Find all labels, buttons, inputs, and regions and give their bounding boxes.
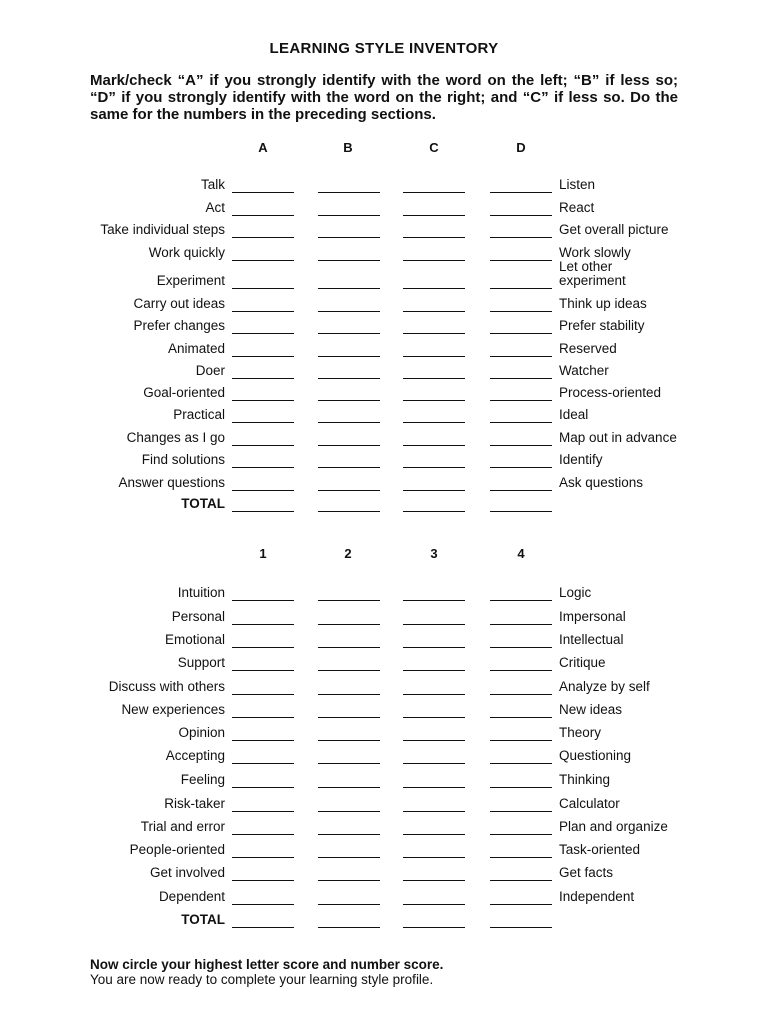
left-descriptor: Doer xyxy=(195,363,225,378)
answer-blank-c[interactable] xyxy=(403,400,465,401)
answer-blank-4[interactable] xyxy=(490,904,552,905)
left-descriptor: Changes as I go xyxy=(126,430,225,445)
left-descriptor: Support xyxy=(177,655,225,670)
right-descriptor: Listen xyxy=(559,177,596,192)
left-descriptor: Find solutions xyxy=(141,452,225,467)
answer-blank-2[interactable] xyxy=(318,670,380,671)
number-section-row xyxy=(0,629,768,651)
right-descriptor: Get facts xyxy=(559,865,614,880)
right-descriptor: Let other experiment xyxy=(559,259,626,288)
letter-section-row xyxy=(0,242,768,264)
letter-section-column-header: C xyxy=(429,140,439,155)
answer-blank-c[interactable] xyxy=(403,237,465,238)
right-descriptor: Reserved xyxy=(559,341,617,356)
answer-blank-b[interactable] xyxy=(318,237,380,238)
answer-blank-2[interactable] xyxy=(318,600,380,601)
answer-blank-a[interactable] xyxy=(232,445,294,446)
answer-blank-a[interactable] xyxy=(232,378,294,379)
right-descriptor: Watcher xyxy=(559,363,609,378)
left-descriptor: Practical xyxy=(173,407,225,422)
answer-blank-c[interactable] xyxy=(403,422,465,423)
answer-blank-d[interactable] xyxy=(490,237,552,238)
answer-blank-a[interactable] xyxy=(232,192,294,193)
answer-blank-b[interactable] xyxy=(318,260,380,261)
answer-blank-c[interactable] xyxy=(403,333,465,334)
answer-blank-a[interactable] xyxy=(232,215,294,216)
left-descriptor: Trial and error xyxy=(140,819,225,834)
instructions-text: Mark/check “A” if you strongly identify with the word on the left; “B” if less so; “D” if you strongly identify with the word on the right; and “C” if less so. Do the same for the numbers in the preceding sections. xyxy=(90,72,678,123)
answer-blank-2[interactable] xyxy=(318,787,380,788)
answer-blank-4[interactable] xyxy=(490,624,552,625)
answer-blank-3[interactable] xyxy=(403,670,465,671)
number-section-row xyxy=(0,839,768,861)
answer-blank-b[interactable] xyxy=(318,356,380,357)
answer-blank-2[interactable] xyxy=(318,694,380,695)
answer-blank-b[interactable] xyxy=(318,378,380,379)
answer-blank-a[interactable] xyxy=(232,356,294,357)
answer-blank-1[interactable] xyxy=(232,904,294,905)
answer-blank-4[interactable] xyxy=(490,834,552,835)
number-section-row xyxy=(0,816,768,838)
answer-blank-c[interactable] xyxy=(403,445,465,446)
right-descriptor: Ask questions xyxy=(559,475,644,490)
answer-blank-d[interactable] xyxy=(490,260,552,261)
answer-blank-d[interactable] xyxy=(490,311,552,312)
right-descriptor: Theory xyxy=(559,725,602,740)
right-descriptor: Prefer stability xyxy=(559,318,645,333)
answer-blank-1[interactable] xyxy=(232,857,294,858)
answer-blank-3[interactable] xyxy=(403,787,465,788)
answer-blank-c[interactable] xyxy=(403,378,465,379)
left-descriptor: Animated xyxy=(167,341,225,356)
answer-blank-c[interactable] xyxy=(403,260,465,261)
answer-blank-3[interactable] xyxy=(403,740,465,741)
answer-blank-d[interactable] xyxy=(490,288,552,289)
answer-blank-c[interactable] xyxy=(403,215,465,216)
answer-blank-1[interactable] xyxy=(232,811,294,812)
answer-blank-4[interactable] xyxy=(490,600,552,601)
right-descriptor: Intellectual xyxy=(559,632,624,647)
answer-blank-b[interactable] xyxy=(318,333,380,334)
answer-blank-4[interactable] xyxy=(490,763,552,764)
answer-blank-3[interactable] xyxy=(403,717,465,718)
right-descriptor: Analyze by self xyxy=(559,679,650,694)
letter-section-column-header: D xyxy=(516,140,526,155)
answer-blank-a[interactable] xyxy=(232,490,294,491)
answer-blank-d[interactable] xyxy=(490,192,552,193)
answer-blank-b[interactable] xyxy=(318,467,380,468)
left-descriptor: Accepting xyxy=(165,748,225,763)
answer-blank-c[interactable] xyxy=(403,311,465,312)
answer-blank-a[interactable] xyxy=(232,333,294,334)
letter-section-total-row xyxy=(0,493,768,515)
left-descriptor: Prefer changes xyxy=(133,318,225,333)
answer-blank-c[interactable] xyxy=(403,356,465,357)
answer-blank-1[interactable] xyxy=(232,624,294,625)
total-blank-b[interactable] xyxy=(318,511,380,512)
letter-section-row xyxy=(0,174,768,196)
number-section-row xyxy=(0,606,768,628)
answer-blank-3[interactable] xyxy=(403,834,465,835)
right-descriptor: New ideas xyxy=(559,702,623,717)
page-title: LEARNING STYLE INVENTORY xyxy=(269,40,499,57)
answer-blank-2[interactable] xyxy=(318,717,380,718)
answer-blank-2[interactable] xyxy=(318,647,380,648)
answer-blank-1[interactable] xyxy=(232,717,294,718)
answer-blank-b[interactable] xyxy=(318,311,380,312)
number-section-row xyxy=(0,676,768,698)
left-descriptor: Answer questions xyxy=(118,475,225,490)
right-descriptor: Logic xyxy=(559,585,592,600)
left-descriptor: People-oriented xyxy=(129,842,225,857)
left-descriptor: Feeling xyxy=(180,772,225,787)
answer-blank-4[interactable] xyxy=(490,647,552,648)
left-descriptor: Opinion xyxy=(178,725,225,740)
answer-blank-4[interactable] xyxy=(490,717,552,718)
letter-section-row xyxy=(0,449,768,471)
left-descriptor: Intuition xyxy=(177,585,225,600)
letter-section-row xyxy=(0,472,768,494)
answer-blank-1[interactable] xyxy=(232,763,294,764)
letter-section-row xyxy=(0,219,768,241)
answer-blank-4[interactable] xyxy=(490,811,552,812)
answer-blank-c[interactable] xyxy=(403,288,465,289)
right-descriptor: Ideal xyxy=(559,407,589,422)
right-descriptor: Process-oriented xyxy=(559,385,662,400)
right-descriptor: Questioning xyxy=(559,748,632,763)
right-descriptor: Independent xyxy=(559,889,635,904)
left-descriptor: Discuss with others xyxy=(108,679,225,694)
right-descriptor: Critique xyxy=(559,655,606,670)
answer-blank-c[interactable] xyxy=(403,192,465,193)
letter-section-row xyxy=(0,197,768,219)
left-descriptor: Experiment xyxy=(156,273,225,288)
left-descriptor: Emotional xyxy=(164,632,225,647)
answer-blank-3[interactable] xyxy=(403,763,465,764)
answer-blank-2[interactable] xyxy=(318,904,380,905)
answer-blank-a[interactable] xyxy=(232,288,294,289)
number-section-column-header: 2 xyxy=(344,546,352,561)
letter-section-row xyxy=(0,259,768,292)
answer-blank-a[interactable] xyxy=(232,237,294,238)
answer-blank-4[interactable] xyxy=(490,740,552,741)
answer-blank-d[interactable] xyxy=(490,422,552,423)
answer-blank-b[interactable] xyxy=(318,445,380,446)
left-descriptor: Work quickly xyxy=(148,245,225,260)
footer xyxy=(90,957,443,987)
left-descriptor: Personal xyxy=(171,609,225,624)
answer-blank-1[interactable] xyxy=(232,694,294,695)
answer-blank-4[interactable] xyxy=(490,670,552,671)
right-descriptor: Work slowly xyxy=(559,245,631,260)
letter-section-row xyxy=(0,293,768,315)
number-section-row xyxy=(0,745,768,767)
letter-section-row xyxy=(0,382,768,404)
letter-section-row xyxy=(0,404,768,426)
number-section-column-header: 1 xyxy=(259,546,267,561)
left-descriptor: Get involved xyxy=(149,865,225,880)
right-descriptor: Get overall picture xyxy=(559,222,669,237)
number-section-row xyxy=(0,582,768,604)
number-section-total-row xyxy=(0,909,768,931)
answer-blank-1[interactable] xyxy=(232,787,294,788)
answer-blank-d[interactable] xyxy=(490,490,552,491)
answer-blank-2[interactable] xyxy=(318,763,380,764)
answer-blank-2[interactable] xyxy=(318,880,380,881)
total-blank-3[interactable] xyxy=(403,927,465,928)
answer-blank-a[interactable] xyxy=(232,311,294,312)
answer-blank-1[interactable] xyxy=(232,670,294,671)
number-section-row xyxy=(0,652,768,674)
answer-blank-2[interactable] xyxy=(318,834,380,835)
number-section-row xyxy=(0,699,768,721)
answer-blank-c[interactable] xyxy=(403,490,465,491)
total-blank-2[interactable] xyxy=(318,927,380,928)
answer-blank-3[interactable] xyxy=(403,880,465,881)
answer-blank-1[interactable] xyxy=(232,834,294,835)
right-descriptor: Think up ideas xyxy=(559,296,647,311)
answer-blank-b[interactable] xyxy=(318,192,380,193)
left-descriptor: Risk-taker xyxy=(164,796,225,811)
right-descriptor: Impersonal xyxy=(559,609,626,624)
total-label: TOTAL xyxy=(181,912,225,927)
number-section-column-header: 3 xyxy=(430,546,438,561)
answer-blank-d[interactable] xyxy=(490,445,552,446)
answer-blank-3[interactable] xyxy=(403,694,465,695)
answer-blank-3[interactable] xyxy=(403,624,465,625)
answer-blank-b[interactable] xyxy=(318,400,380,401)
answer-blank-1[interactable] xyxy=(232,647,294,648)
left-descriptor: Dependent xyxy=(158,889,225,904)
answer-blank-a[interactable] xyxy=(232,422,294,423)
right-descriptor: React xyxy=(559,200,595,215)
left-descriptor: New experiences xyxy=(121,702,225,717)
answer-blank-3[interactable] xyxy=(403,857,465,858)
answer-blank-a[interactable] xyxy=(232,400,294,401)
letter-section-row xyxy=(0,315,768,337)
answer-blank-d[interactable] xyxy=(490,378,552,379)
answer-blank-2[interactable] xyxy=(318,740,380,741)
answer-blank-4[interactable] xyxy=(490,857,552,858)
number-section-row xyxy=(0,862,768,884)
letter-section-row xyxy=(0,427,768,449)
answer-blank-a[interactable] xyxy=(232,467,294,468)
right-descriptor: Identify xyxy=(559,452,603,467)
answer-blank-3[interactable] xyxy=(403,904,465,905)
total-label: TOTAL xyxy=(181,496,225,511)
total-blank-a[interactable] xyxy=(232,511,294,512)
answer-blank-3[interactable] xyxy=(403,811,465,812)
footer-note: You are now ready to complete your learning style profile. xyxy=(90,972,434,987)
answer-blank-4[interactable] xyxy=(490,880,552,881)
answer-blank-2[interactable] xyxy=(318,811,380,812)
right-descriptor: Task-oriented xyxy=(559,842,641,857)
total-blank-4[interactable] xyxy=(490,927,552,928)
letter-section-row xyxy=(0,360,768,382)
letter-section-column-header: A xyxy=(258,140,268,155)
number-section-row xyxy=(0,886,768,908)
number-section-row xyxy=(0,769,768,791)
number-section-row xyxy=(0,722,768,744)
left-descriptor: Talk xyxy=(200,177,225,192)
answer-blank-3[interactable] xyxy=(403,647,465,648)
answer-blank-4[interactable] xyxy=(490,787,552,788)
number-section-row xyxy=(0,793,768,815)
left-descriptor: Take individual steps xyxy=(100,222,225,237)
answer-blank-1[interactable] xyxy=(232,880,294,881)
right-descriptor: Plan and organize xyxy=(559,819,668,834)
answer-blank-d[interactable] xyxy=(490,400,552,401)
letter-section-row xyxy=(0,338,768,360)
right-descriptor: Map out in advance xyxy=(559,430,677,445)
right-descriptor: Calculator xyxy=(559,796,620,811)
answer-blank-a[interactable] xyxy=(232,260,294,261)
answer-blank-d[interactable] xyxy=(490,215,552,216)
answer-blank-c[interactable] xyxy=(403,467,465,468)
letter-section-column-header: B xyxy=(343,140,353,155)
left-descriptor: Act xyxy=(205,200,225,215)
answer-blank-4[interactable] xyxy=(490,694,552,695)
total-blank-1[interactable] xyxy=(232,927,294,928)
answer-blank-3[interactable] xyxy=(403,600,465,601)
answer-blank-b[interactable] xyxy=(318,490,380,491)
left-descriptor: Carry out ideas xyxy=(133,296,225,311)
answer-blank-d[interactable] xyxy=(490,333,552,334)
left-descriptor: Goal-oriented xyxy=(143,385,225,400)
total-blank-c[interactable] xyxy=(403,511,465,512)
answer-blank-b[interactable] xyxy=(318,288,380,289)
total-blank-d[interactable] xyxy=(490,511,552,512)
answer-blank-1[interactable] xyxy=(232,740,294,741)
answer-blank-2[interactable] xyxy=(318,857,380,858)
answer-blank-d[interactable] xyxy=(490,356,552,357)
answer-blank-b[interactable] xyxy=(318,422,380,423)
answer-blank-d[interactable] xyxy=(490,467,552,468)
number-section-column-header: 4 xyxy=(517,546,525,561)
answer-blank-b[interactable] xyxy=(318,215,380,216)
right-descriptor: Thinking xyxy=(559,772,611,787)
answer-blank-2[interactable] xyxy=(318,624,380,625)
answer-blank-1[interactable] xyxy=(232,600,294,601)
footer-instruction: Now circle your highest letter score and number score. xyxy=(90,957,444,972)
